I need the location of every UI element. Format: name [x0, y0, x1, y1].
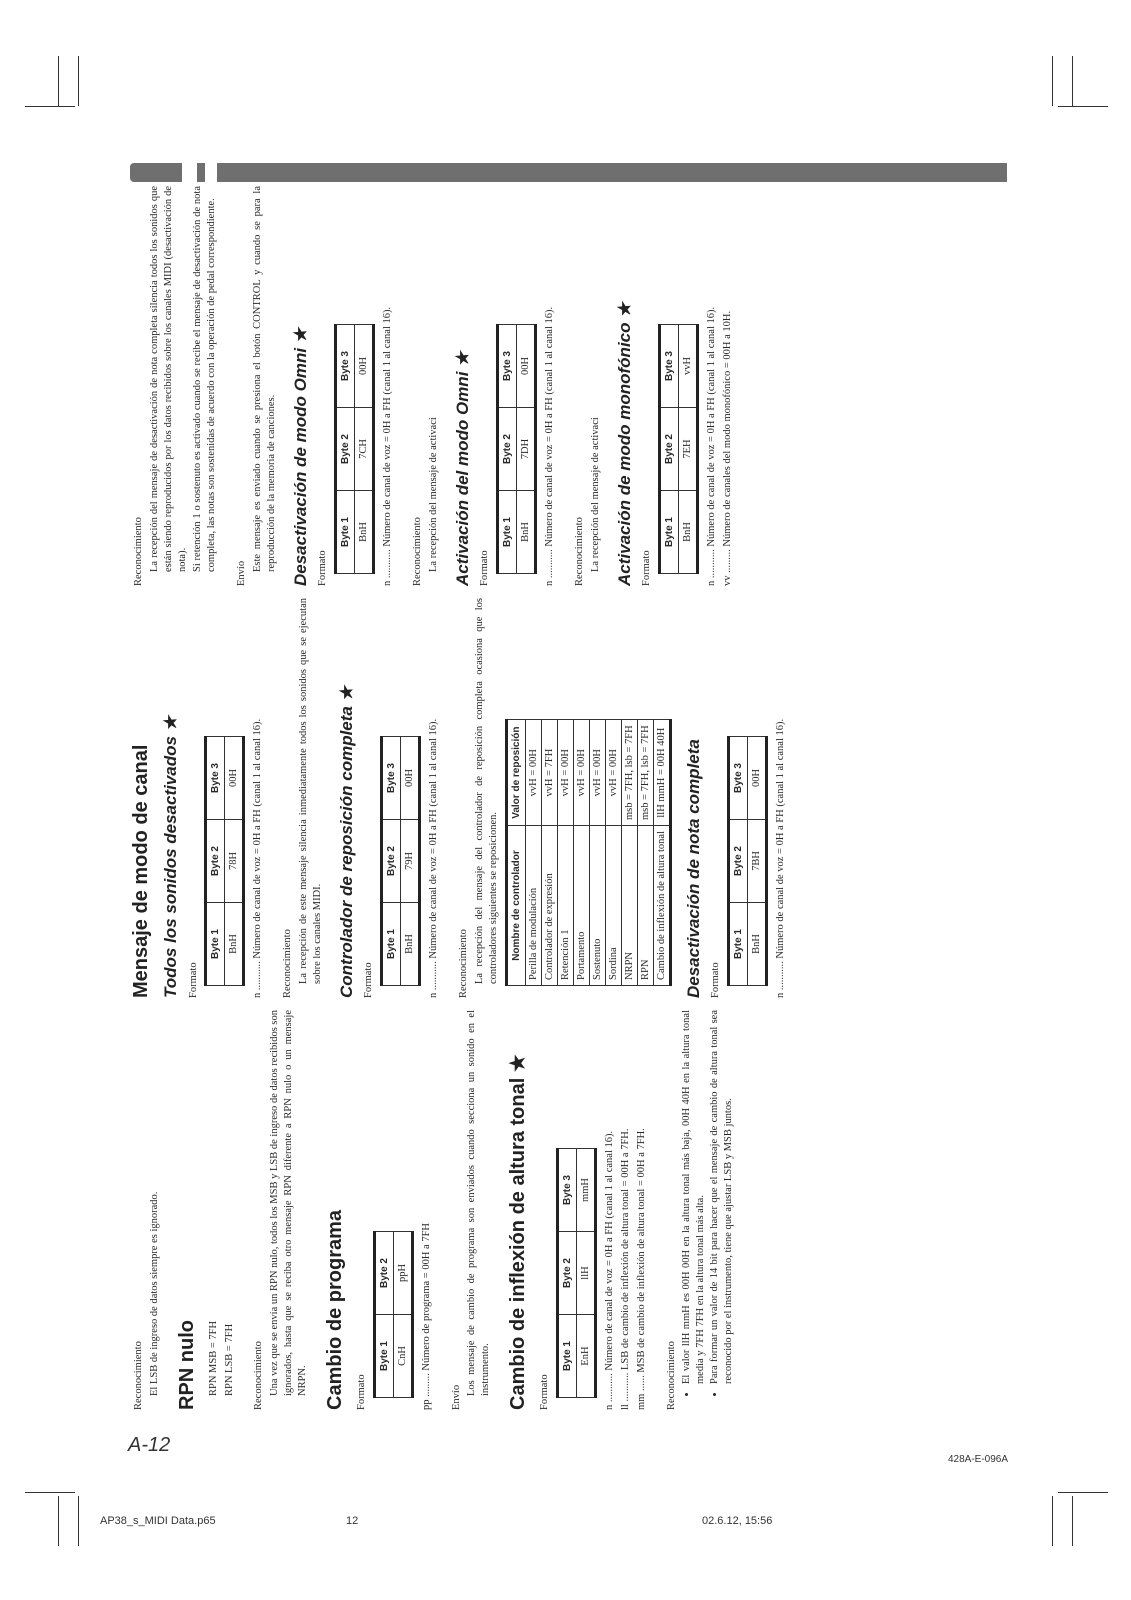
header-bar	[197, 163, 205, 182]
table-cell: 00H	[748, 737, 767, 820]
table-cell: 7EH	[679, 408, 698, 491]
format-table	[204, 736, 245, 986]
table-header: Byte 1	[382, 903, 401, 986]
header-bar	[130, 163, 182, 182]
paragraph: Este mensaje es enviado cuando se presiona el botón CONTROL y cuando se para la reproducción de la memoria de canciones.	[252, 186, 277, 572]
page-title: Mensaje de modo de canal	[130, 744, 152, 998]
table-cell: Portamento	[573, 826, 589, 986]
crop-mark	[58, 56, 59, 106]
table-cell: BnH	[748, 903, 767, 986]
table-row	[525, 720, 541, 986]
table-header: Byte 1	[498, 491, 517, 574]
table-cell: Controlador de expresión	[541, 826, 557, 986]
label: Formato	[355, 1374, 367, 1410]
table-cell: vvH = 00H	[557, 720, 573, 826]
table-header: Byte 1	[336, 491, 355, 574]
crop-mark	[78, 56, 79, 106]
label: Formato	[539, 1374, 551, 1410]
format-table	[556, 1148, 597, 1398]
table-cell: Perilla de modulación	[525, 826, 541, 986]
crop-mark	[1052, 56, 1053, 106]
table-cell: vvH = 00H	[605, 720, 621, 826]
table-cell: 00H	[517, 325, 536, 408]
table-header: Byte 3	[206, 737, 225, 820]
table-cell: vvH = 00H	[573, 720, 589, 826]
text-line: pp ......... Número de programa = 00H a 7FH	[420, 1222, 432, 1410]
column-2	[130, 598, 1010, 998]
table-header: Byte 1	[206, 903, 225, 986]
section-title: Cambio de programa	[323, 1209, 346, 1410]
crop-mark	[1072, 56, 1073, 106]
format-table	[727, 736, 768, 986]
text-line: n ........... Número de canal de voz = 0H a FH (canal 1 al canal 16).	[382, 306, 394, 586]
table-cell: Cambio de inflexión de altura tonal	[653, 826, 670, 986]
table-cell: BnH	[401, 903, 420, 986]
paragraph: La recepción del mensaje del controlador de reposición completa ocasiona que los controladores siguientes se reposicionen.	[473, 598, 499, 984]
crop-mark	[1072, 1496, 1073, 1546]
label: Envío	[450, 1384, 462, 1410]
section-title: Cambio de inflexión de altura tonal ★	[507, 1054, 530, 1410]
table-cell: 7BH	[748, 820, 767, 903]
text-line: n ........... Número de canal de voz = 0H a FH (canal 1 al canal 16).	[428, 718, 440, 998]
list-item: • El valor llH mmH es 00H 00H en la altura tonal más baja, 00H 40H en la altura tonal media y 7FH 7FH en la altura tonal más alta.	[680, 1010, 708, 1384]
document-code: 428A-E-096A	[948, 1454, 1009, 1465]
text-line: ll ........... LSB de cambio de inflexión de altura tonal = 00H a 7FH.	[619, 1128, 631, 1410]
label: Reconocimiento	[458, 929, 470, 998]
table-header: Byte 2	[336, 408, 355, 491]
label: Formato	[641, 550, 653, 586]
table-row	[541, 720, 557, 986]
crop-mark	[78, 1496, 79, 1546]
table-header: Byte 2	[206, 820, 225, 903]
table-cell: llH mmH = 00H 40H	[653, 720, 670, 826]
table-header: Byte 3	[729, 737, 748, 820]
table-header: Byte 1	[660, 491, 679, 574]
table-cell: Retención 1	[557, 826, 573, 986]
table-header: Byte 2	[374, 1232, 393, 1315]
format-table	[380, 736, 421, 986]
section-title: Activación de modo monofónico ★	[614, 302, 634, 586]
table-header: Nombre de controlador	[506, 826, 525, 986]
crop-mark	[1052, 1496, 1053, 1546]
label: Reconocimiento	[253, 1341, 265, 1410]
header-bar	[217, 163, 1007, 182]
table-row	[637, 720, 653, 986]
controller-table	[505, 719, 672, 986]
format-table	[373, 1231, 414, 1398]
section-title: Desactivación de nota completa	[683, 739, 703, 998]
table-header: Byte 2	[729, 820, 748, 903]
table-header: Byte 2	[382, 820, 401, 903]
table-header: Byte 2	[558, 1232, 577, 1315]
format-table	[658, 324, 699, 574]
paragraph: Los mensaje de cambio de programa son enviados cuando secciona un sonido en el instrumento.	[466, 1010, 492, 1396]
format-table	[334, 324, 375, 574]
table-cell: vvH = 00H	[525, 720, 541, 826]
table-cell: vvH	[679, 325, 698, 408]
table-cell: 7DH	[517, 408, 536, 491]
format-table	[496, 324, 537, 574]
table-cell: BnH	[355, 491, 374, 574]
table-row	[605, 720, 621, 986]
paragraph: Una vez que se envía un RPN nulo, todos los MSB y LSB de ingreso de datos recibidos son ignorados, hasta que se reciba otro mensaje RPN diferente a RPN nulo o un mensaje NRPN.	[269, 1010, 309, 1396]
label: Formato	[479, 550, 491, 586]
text-line: RPN LSB = 7FH	[223, 1323, 235, 1396]
table-cell: vvH = 00H	[589, 720, 605, 826]
table-cell: 00H	[355, 325, 374, 408]
paragraph: La recepción del mensaje de desactivación de nota completa silencia todos los sonidos que están siendo reproducidos por los datos recibidos sobre los canales MIDI (desactivación de nota).	[148, 186, 188, 572]
text-line: mm ...... MSB de cambio de inflexión de altura tonal = 00H a 7FH.	[635, 1128, 647, 1410]
table-cell: BnH	[517, 491, 536, 574]
section-title: Controlador de reposición completa ★	[336, 686, 356, 998]
table-header: Byte 2	[660, 408, 679, 491]
page-number: A-12	[128, 1434, 171, 1456]
label: Formato	[710, 962, 722, 998]
table-header: Byte 1	[729, 903, 748, 986]
column-1	[130, 1010, 1010, 1410]
column-3	[130, 186, 1010, 586]
table-header: Byte 1	[558, 1315, 577, 1398]
table-cell: BnH	[679, 491, 698, 574]
table-cell: msb = 7FH, lsb = 7FH	[621, 720, 637, 826]
table-cell: msb = 7FH, lsb = 7FH	[637, 720, 653, 826]
table-cell: Sostenuto	[589, 826, 605, 986]
text-line: RPN MSB = 7FH	[207, 1320, 219, 1396]
paragraph: La recepción del mensaje de activaci	[589, 417, 601, 572]
table-cell: ppH	[393, 1232, 412, 1315]
label: Formato	[363, 962, 375, 998]
table-cell: CnH	[393, 1315, 412, 1398]
paragraph: La recepción de este mensaje silencia inmediatamente todos los sonidos que se ejecutan sobre los canales MIDI.	[298, 598, 323, 984]
table-header: Byte 1	[374, 1315, 393, 1398]
paragraph: El LSB de ingreso de datos siempre es ignorado.	[148, 1191, 160, 1396]
crop-mark	[25, 106, 75, 107]
section-title: Desactivación de modo Omni ★	[290, 327, 310, 586]
label: Formato	[187, 962, 199, 998]
table-header: Byte 3	[382, 737, 401, 820]
table-cell: llH	[577, 1232, 596, 1315]
section-title: RPN nulo	[175, 1320, 198, 1410]
table-cell: RPN	[637, 826, 653, 986]
table-cell: 78H	[225, 820, 244, 903]
text-line: n ........... Número de canal de voz = 0H a FH (canal 1 al canal 16).	[604, 1130, 616, 1410]
paragraph: La recepción del mensaje de activaci	[427, 417, 439, 572]
text-line: vv ......... Número de canales del modo monofónico = 00H a 10H.	[721, 310, 733, 586]
table-cell: mmH	[577, 1149, 596, 1232]
table-header: Valor de reposición	[506, 720, 525, 826]
table-row	[589, 720, 605, 986]
table-cell: 79H	[401, 820, 420, 903]
label: Formato	[317, 550, 329, 586]
table-cell: vvH = 7FH	[541, 720, 557, 826]
footer-page: 12	[346, 1515, 359, 1527]
list-item: • Para formar un valor de 14 bit para hacer que el mensaje de cambio de altura tonal sea reconocido por el instrumento, tiene que ajustar LSB y MSB juntos.	[708, 1010, 736, 1384]
header-slot	[184, 163, 196, 182]
table-cell: NRPN	[621, 826, 637, 986]
table-row	[621, 720, 637, 986]
table-header: Byte 2	[498, 408, 517, 491]
table-header: Byte 3	[558, 1149, 577, 1232]
bullet-list	[680, 1010, 735, 1410]
table-row	[653, 720, 670, 986]
section-title: Activación del modo Omni ★	[452, 351, 472, 586]
table-cell: Sordina	[605, 826, 621, 986]
text-line: n ........... Número de canal de voz = 0H a FH (canal 1 al canal 16).	[544, 306, 556, 586]
crop-mark	[1058, 106, 1108, 107]
table-header: Byte 3	[498, 325, 517, 408]
table-cell: 7CH	[355, 408, 374, 491]
label: Reconocimiento	[665, 1341, 677, 1410]
footer-filename: AP38_s_MIDI Data.p65	[100, 1515, 216, 1527]
text-line: n ........... Número de canal de voz = 0H a FH (canal 1 al canal 16).	[775, 718, 787, 998]
crop-mark	[58, 1496, 59, 1546]
rotated-content	[130, 186, 1010, 1410]
table-cell: 00H	[225, 737, 244, 820]
label: Reconocimiento	[133, 517, 144, 586]
label: Reconocimiento	[133, 1341, 144, 1410]
crop-mark	[1058, 1492, 1108, 1493]
crop-mark	[25, 1492, 75, 1493]
label: Reconocimiento	[573, 517, 585, 586]
text-line: n ........... Número de canal de voz = 0H a FH (canal 1 al canal 16).	[252, 718, 264, 998]
section-title: Todos los sonidos desactivados ★	[161, 716, 180, 998]
label: Reconocimiento	[282, 929, 294, 998]
footer-date: 02.6.12, 15:56	[702, 1515, 773, 1527]
table-header: Byte 3	[660, 325, 679, 408]
table-header: Byte 3	[336, 325, 355, 408]
paragraph: Si retención 1 o sostenuto es activado cuando se recibe el mensaje de desactivación de nota completa, las notas son sostenidas de acuerdo con la operación de pedal correspondiente.	[192, 186, 218, 572]
table-cell: 00H	[401, 737, 420, 820]
table-cell: BnH	[225, 903, 244, 986]
table-cell: EnH	[577, 1315, 596, 1398]
text-line: n ........... Número de canal de voz = 0H a FH (canal 1 al canal 16).	[706, 306, 718, 586]
label: Reconocimiento	[412, 517, 423, 586]
table-row	[573, 720, 589, 986]
table-row	[557, 720, 573, 986]
label: Envío	[236, 560, 248, 586]
